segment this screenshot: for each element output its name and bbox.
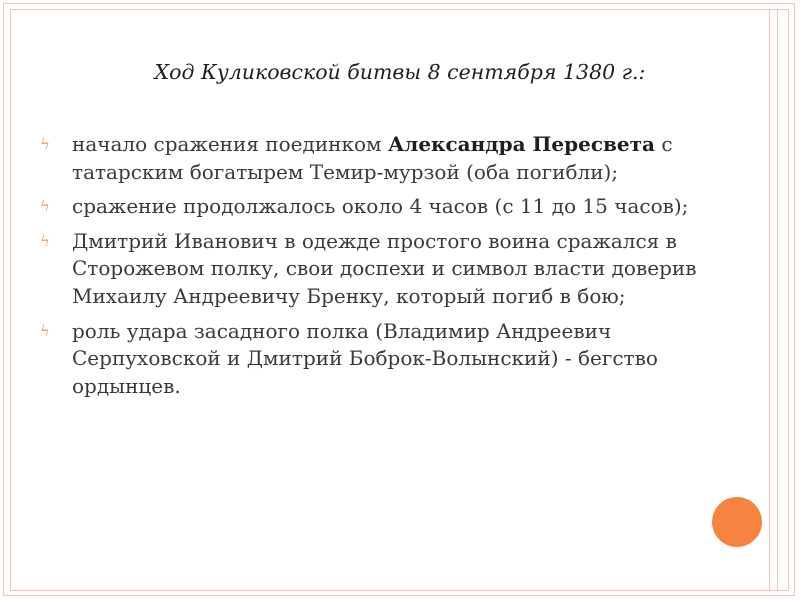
bullet-bold-name: Александра Пересвета [387, 132, 655, 156]
lightning-bullet-icon: ϟ [40, 197, 50, 216]
slide-title: Ход Куликовской битвы 8 сентября 1380 г.: [154, 60, 646, 84]
side-stripe [777, 10, 778, 590]
bullet-list [40, 131, 765, 407]
bullet-text: сражение продолжалось около 4 часов (с 11 до 15 часов); [72, 194, 689, 219]
bullet-text: начало сражения поединком [72, 132, 388, 156]
bullet-text: Дмитрий Иванович в одежде простого воина сражался в Сторожевом полку, свои доспехи и символ власти доверив Михаилу Андреевичу Бренку, который погиб в бою; [72, 228, 697, 308]
lightning-bullet-icon: ϟ [40, 321, 50, 340]
bullet-text: роль удара засадного полка (Владимир Андреевич Серпуховской и Дмитрий Боброк-Волынский) - бегство ордынцев. [72, 318, 658, 398]
bullet-item [40, 193, 765, 221]
bullet-item [40, 131, 765, 186]
lightning-bullet-icon: ϟ [40, 231, 50, 250]
bullet-text: с татарским богатырем Темир-мурзой (оба погибли); [72, 132, 673, 184]
bullet-item [40, 228, 765, 311]
accent-circle [712, 497, 762, 547]
side-stripe [769, 10, 770, 590]
bullet-item [40, 318, 765, 401]
lightning-bullet-icon: ϟ [40, 135, 50, 153]
